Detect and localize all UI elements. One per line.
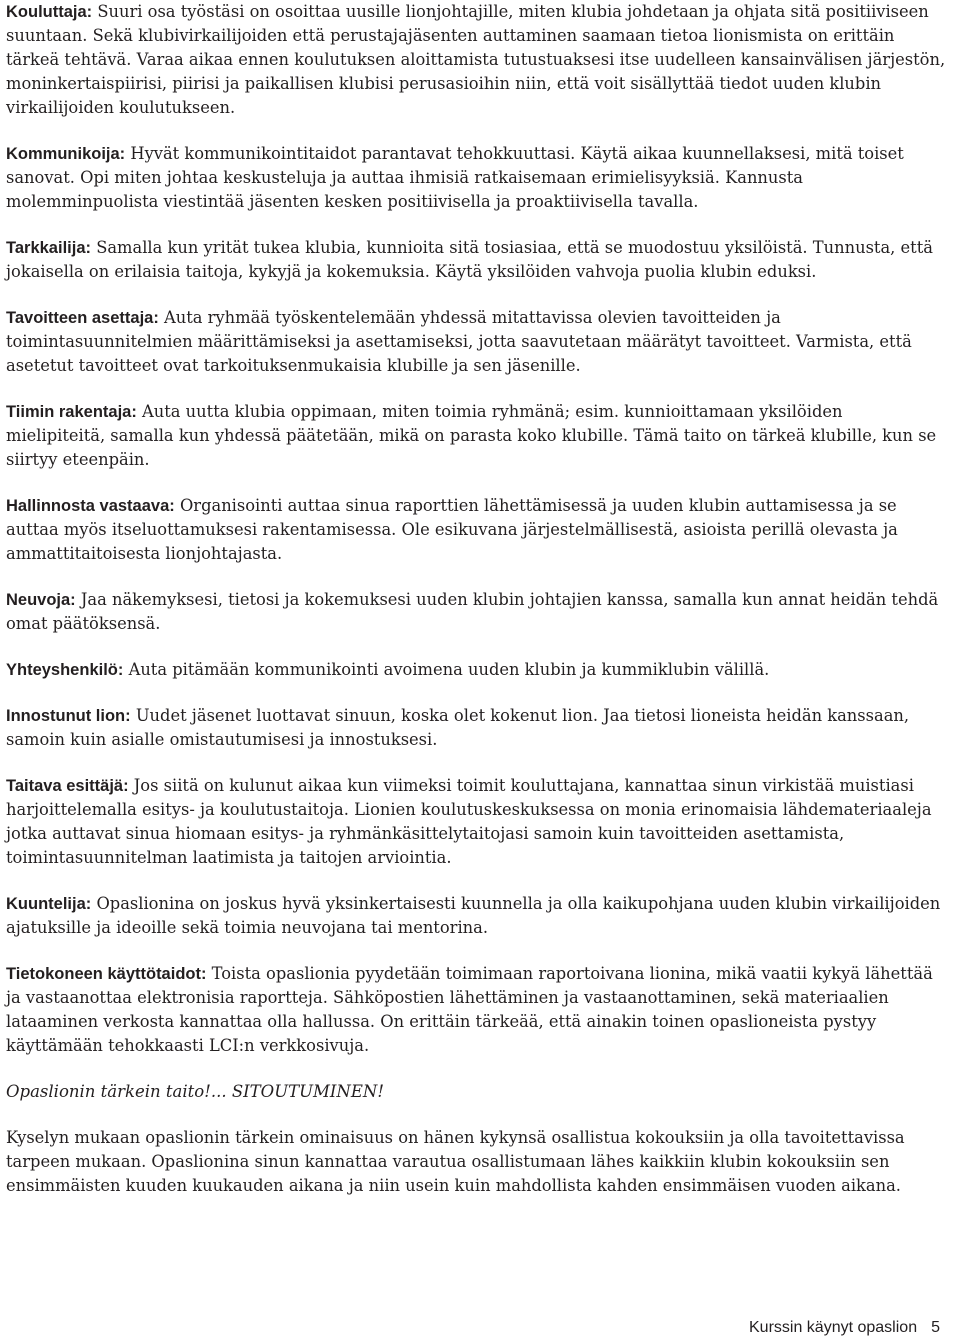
paragraph-text: Jaa näkemyksesi, tietosi ja kokemuksesi uuden klubin johtajien kanssa, samalla kun annat heidän tehdä omat päätöksensä.	[6, 590, 939, 633]
paragraph-text: Jos siitä on kulunut aikaa kun viimeksi toimit kouluttajana, kannattaa sinun virkistää muistiasi harjoittelemalla esitys- ja koulutustaitoja. Lionien koulutuskeskuksessa on monia erinomaisia lähdemateriaaleja jotka auttavat sinua hiomaan esitys- ja ryhmänkäsittelytaitojasi samoin kuin tavoitteiden asettamista, toimintasuunnitelman laatimista ja taitojen arviointia.	[6, 776, 932, 867]
paragraph-term: Kuuntelija:	[6, 895, 92, 913]
paragraph-yhteyshenkilo	[6, 658, 946, 682]
paragraph-term: Tarkkailija:	[6, 239, 91, 257]
page-number: 5	[931, 1319, 940, 1336]
paragraph-term: Tavoitteen asettaja:	[6, 309, 159, 327]
paragraph-term: Tiimin rakentaja:	[6, 403, 137, 421]
paragraph-term: Kouluttaja:	[6, 3, 93, 21]
paragraph-kouluttaja	[6, 0, 946, 120]
paragraph-tiimin-rakentaja	[6, 400, 946, 472]
paragraph-kuuntelija	[6, 892, 946, 940]
paragraph-text: Samalla kun yrität tukea klubia, kunnioita sitä tosiasiaa, että se muodostuu yksilöistä. Tunnusta, että jokaisella on erilaisia taitoja, kykyjä ja kokemuksia. Käytä yksilöiden vahvoja puolia klubin eduksi.	[6, 238, 933, 281]
paragraph-text: Auta pitämään kommunikointi avoimena uuden klubin ja kummiklubin välillä.	[128, 660, 770, 679]
paragraph-term: Yhteyshenkilö:	[6, 661, 124, 679]
paragraph-text: Uudet jäsenet luottavat sinuun, koska olet kokenut lion. Jaa tietosi lioneista heidän kanssaan, samoin kuin asialle omistautumisesi ja innostuksesi.	[6, 706, 910, 749]
closing-paragraph: Kyselyn mukaan opaslionin tärkein ominaisuus on hänen kykynsä osallistua kokouksiin ja olla tavoitettavissa tarpeen mukaan. Opaslionina sinun kannattaa varautua osallistumaan lähes kaikkiin klubin kokouksiin sen ensimmäisten kuuden kuukauden aikana ja niin usein kuin mahdollista kahden ensimmäisen vuoden aikana.	[6, 1128, 905, 1195]
paragraph-neuvoja	[6, 588, 946, 636]
closing-heading: Opaslionin tärkein taito!... SITOUTUMINEN!	[6, 1082, 384, 1101]
paragraph-text: Toista opaslionia pyydetään toimimaan raportoivana lionina, mikä vaatii kykyä lähettää ja vastaanottaa elektronisia raportteja. Sähköpostien lähettäminen ja vastaanottaminen, sekä materiaalien lataaminen verkosta kannattaa olla hallussa. On erittäin tärkeää, että ainakin toinen opaslioneista pystyy käyttämään tehokkaasti LCI:n verkkosivuja.	[6, 964, 933, 1055]
paragraph-term: Taitava esittäjä:	[6, 777, 129, 795]
paragraph-innostunut-lion	[6, 704, 946, 752]
paragraph-text: Suuri osa työstäsi on osoittaa uusille lionjohtajille, miten klubia johdetaan ja ohjata sitä positiiviseen suuntaan. Sekä klubivirkailijoiden että perustajajäsenten auttaminen saamaan tietoa lionismista on erittäin tärkeä tehtävä. Varaa aikaa ennen koulutuksen aloittamista tutustuaksesi itse uudelleen kansainvälisen järjestön, moninkertaispiirisi, piirisi ja paikallisen klubisi perusasioihin niin, että voit sisällyttää tiedot uuden klubin virkailijoiden koulutukseen.	[6, 2, 946, 117]
paragraph-text: Opaslionina on joskus hyvä yksinkertaisesti kuunnella ja olla kaikupohjana uuden klubin virkailijoiden ajatuksille ja ideoille sekä toimia neuvojana tai mentorina.	[6, 894, 941, 937]
paragraph-tarkkailija	[6, 236, 946, 284]
paragraph-hallinnosta-vastaava	[6, 494, 946, 566]
page-footer	[749, 1319, 940, 1337]
footer-title: Kurssin käynyt opaslion	[749, 1319, 918, 1336]
paragraph-kommunikoija	[6, 142, 946, 214]
paragraph-text: Organisointi auttaa sinua raporttien lähettämisessä ja uuden klubin auttamisessa ja se auttaa myös itseluottamuksesi rakentamisessa. Ole esikuvana järjestelmällisestä, asioista perillä olevasta ja ammattitaitoisesta lionjohtajasta.	[6, 496, 898, 563]
paragraph-tietokoneen-kayttotaidot	[6, 962, 946, 1058]
paragraph-term: Kommunikoija:	[6, 145, 126, 163]
document-page	[6, 0, 946, 1220]
paragraph-text: Auta uutta klubia oppimaan, miten toimia ryhmänä; esim. kunnioittamaan yksilöiden mielipiteitä, samalla kun yhdessä päätetään, mikä on parasta koko klubille. Tämä taito on tärkeä klubille, kun se siirtyy eteenpäin.	[6, 402, 937, 469]
paragraph-text: Auta ryhmää työskentelemään yhdessä mitattavissa olevien tavoitteiden ja toimintasuunnitelmien määrittämiseksi ja asettamiseksi, jotta saavutetaan määrätyt tavoitteet. Varmista, että asetetut tavoitteet ovat tarkoituksenmukaisia klubille ja sen jäsenille.	[6, 308, 912, 375]
paragraph-text: Hyvät kommunikointitaidot parantavat tehokkuuttasi. Käytä aikaa kuunnellaksesi, mitä toiset sanovat. Opi miten johtaa keskusteluja ja auttaa ihmisiä ratkaisemaan erimielisyyksiä. Kannusta molemminpuolista viestintää jäsenten kesken positiivisella ja proaktiivisella tavalla.	[6, 144, 904, 211]
paragraph-term: Neuvoja:	[6, 591, 76, 609]
paragraph-term: Innostunut lion:	[6, 707, 131, 725]
paragraph-term: Hallinnosta vastaava:	[6, 497, 175, 515]
paragraph-tavoitteen-asettaja	[6, 306, 946, 378]
paragraph-term: Tietokoneen käyttötaidot:	[6, 965, 207, 983]
paragraph-taitava-esittaja	[6, 774, 946, 870]
